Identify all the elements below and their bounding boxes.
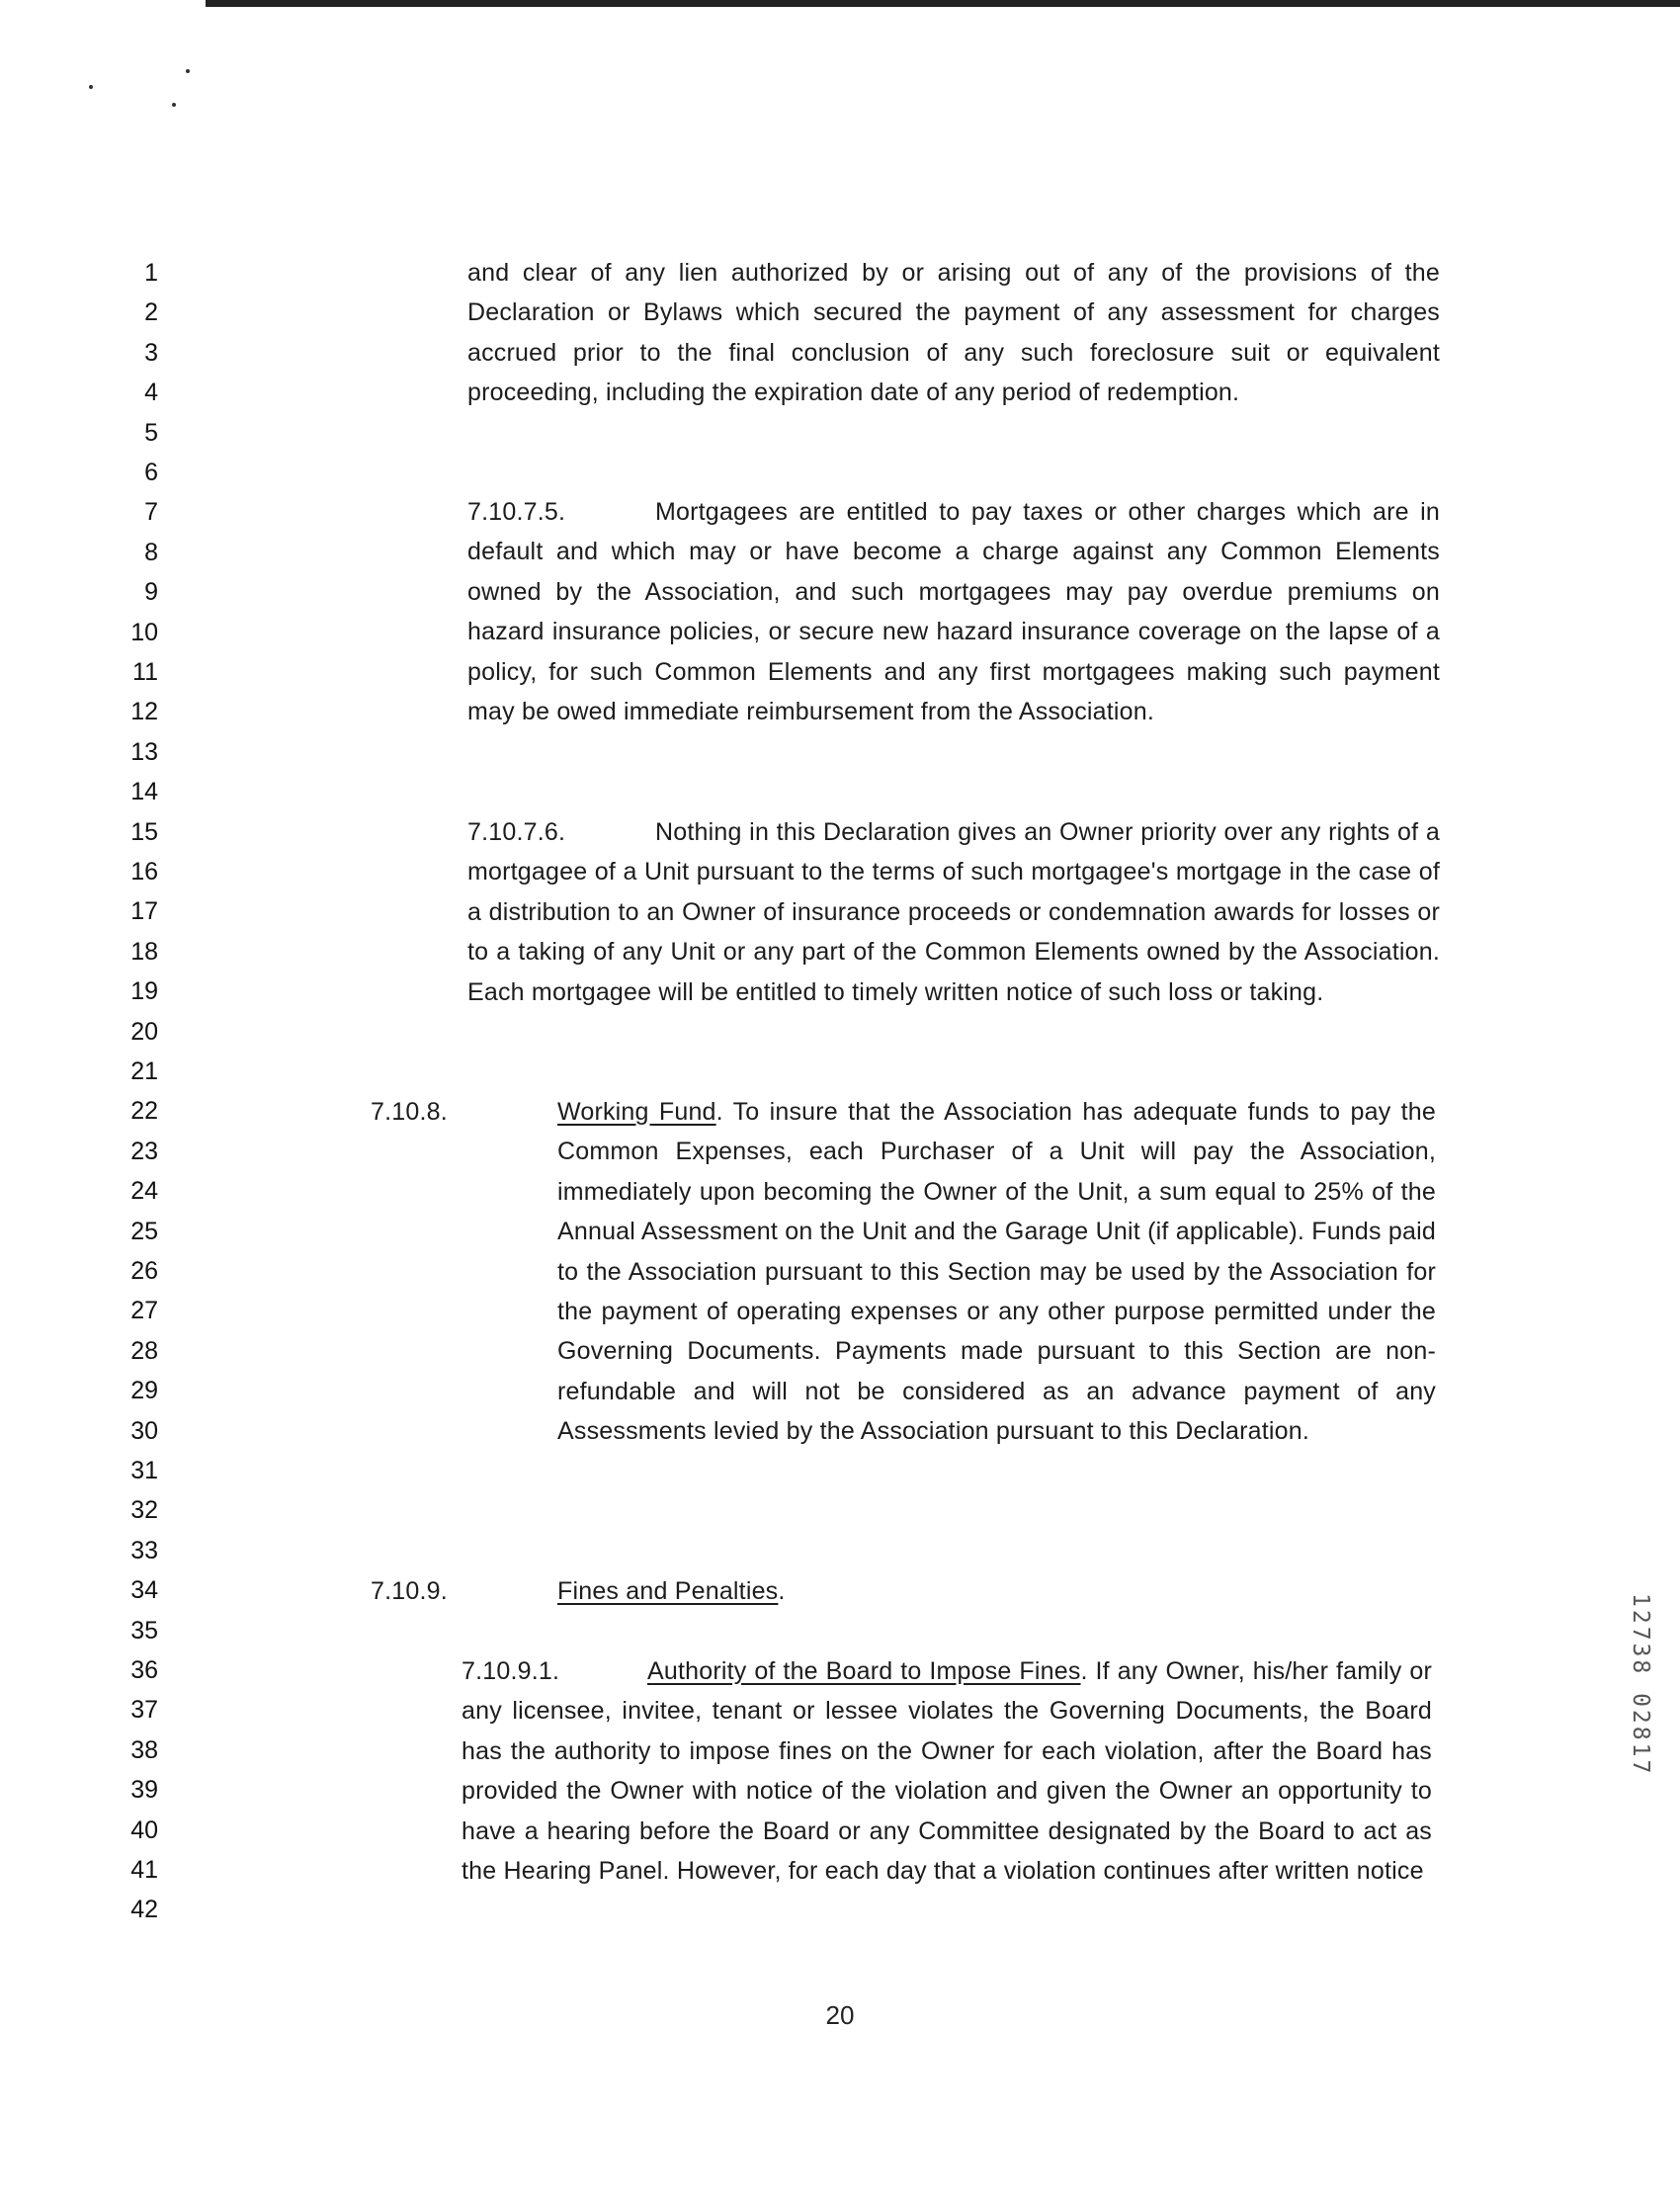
line-number: 42: [130, 1896, 158, 1924]
line-number: 30: [130, 1416, 158, 1445]
section-text: Mortgagees are entitled to pay taxes or other charges which are in default and which may or have become a charge against any Common Elements owned by the Association, and such mortgagees may pay overdue premiums on hazard insurance policies, or secure new hazard insurance coverage on the lapse of a policy, for such Common Elements and any first mortgagees making such payment may be owed immediate reimbursement from the Association.: [467, 498, 1440, 726]
section-heading: Fines and Penalties: [557, 1577, 779, 1605]
line-number: 7: [144, 498, 158, 527]
line-number: 28: [130, 1336, 158, 1365]
line-number: 21: [130, 1057, 158, 1085]
line-number: 37: [130, 1696, 158, 1725]
section-7-10-7-6: [467, 812, 1440, 1012]
line-number: 17: [130, 897, 158, 926]
line-number: 2: [144, 298, 158, 327]
scan-top-edge: [206, 0, 1680, 7]
section-text: Nothing in this Declaration gives an Owner priority over any rights of a mortgagee of a Unit pursuant to the terms of such mortgagee's mortgage in the case of a distribution to an Owner of insurance proceeds or condemnation awards for losses or to a taking of any Unit or any part of the Common Elements owned by the Association. Each mortgagee will be entitled to timely written notice of such loss or taking.: [467, 818, 1440, 1006]
section-number: 7.10.7.5.: [467, 498, 566, 526]
line-number: 29: [130, 1377, 158, 1405]
section-number-7-10-9: [371, 1571, 462, 1611]
line-number: 36: [130, 1656, 158, 1684]
line-number: 33: [130, 1536, 158, 1564]
section-number: 7.10.7.6.: [467, 818, 566, 846]
section-heading: Authority of the Board to Impose Fines: [647, 1657, 1081, 1685]
line-number: 24: [130, 1177, 158, 1206]
section-text: . To insure that the Association has adequate funds to pay the Common Expenses, each Purchaser of a Unit will pay the Association, immediately upon becoming the Owner of the Unit, a sum equal to 25% of the Annual Assessment on the Unit and the Garage Unit (if applicable). Funds paid to the Association pursuant to this Section may be used by the Association for the payment of operating expenses or any other purpose permitted under the Governing Documents. Payments made pursuant to this Section are non-refundable and will not be considered as an advance payment of any Assessments levied by the Association pursuant to this Declaration.: [557, 1098, 1436, 1446]
line-number: 9: [144, 578, 158, 607]
line-number: 18: [130, 937, 158, 966]
line-number: 15: [130, 817, 158, 846]
page-number: 20: [825, 2000, 855, 2030]
section-number: 7.10.9.: [371, 1577, 448, 1605]
line-number: 41: [130, 1856, 158, 1884]
section-text: .: [778, 1577, 786, 1605]
scan-speck: [172, 103, 176, 107]
line-number: 3: [144, 338, 158, 367]
line-number: 31: [130, 1457, 158, 1484]
line-number: 8: [144, 538, 158, 566]
line-number: 23: [130, 1137, 158, 1165]
line-number: 19: [130, 977, 158, 1006]
recording-number-stamp: 12738 02817: [1628, 1593, 1653, 1777]
section-7-10-9: [557, 1571, 1150, 1611]
line-number: 14: [130, 778, 158, 806]
line-number: 1: [144, 259, 158, 287]
section-number: 7.10.9.1.: [462, 1657, 560, 1685]
line-number: 20: [130, 1017, 158, 1046]
line-number: 38: [130, 1735, 158, 1764]
line-number: 35: [130, 1616, 158, 1645]
line-number: 27: [130, 1297, 158, 1325]
section-7-10-7-5: [467, 492, 1440, 731]
line-number: 26: [130, 1257, 158, 1285]
line-number: 5: [144, 418, 158, 447]
line-number: 32: [130, 1496, 158, 1525]
line-number: 4: [144, 379, 158, 407]
paragraph-text: and clear of any lien authorized by or arising out of any of the provisions of the Declaration or Bylaws which secured the payment of any assessment for charges accrued prior to the final conclusion of any such foreclosure suit or equivalent proceeding, including the expiration date of any period of redemption.: [467, 259, 1440, 407]
scan-speck: [89, 85, 93, 89]
section-number-7-10-8: [371, 1092, 462, 1132]
section-heading: Working Fund: [557, 1098, 716, 1126]
line-number: 11: [132, 658, 158, 686]
line-number: 25: [130, 1217, 158, 1245]
continuation-paragraph: [467, 253, 1440, 413]
section-text: . If any Owner, his/her family or any licensee, invitee, tenant or lessee violates the Governing Documents, the Board has the authority to impose fines on the Owner for each violation, after the Board has provided the Owner with notice of the violation and given the Owner an opportunity to have a hearing before the Board or any Committee designated by the Board to act as the Hearing Panel. However, for each day that a violation continues after written notice: [462, 1657, 1433, 1886]
scan-speck: [186, 69, 190, 73]
line-number: 39: [130, 1776, 158, 1805]
section-number: 7.10.8.: [371, 1098, 448, 1126]
section-7-10-9-1: [462, 1651, 1432, 1891]
section-7-10-8: [557, 1092, 1436, 1452]
line-number: 22: [130, 1097, 158, 1126]
line-number: 13: [130, 737, 158, 766]
line-number: 10: [130, 618, 158, 646]
line-number: 34: [130, 1576, 158, 1605]
line-number: 40: [130, 1816, 158, 1844]
line-number: 12: [130, 698, 158, 726]
line-number: 16: [130, 858, 158, 886]
line-number: 6: [144, 459, 158, 486]
